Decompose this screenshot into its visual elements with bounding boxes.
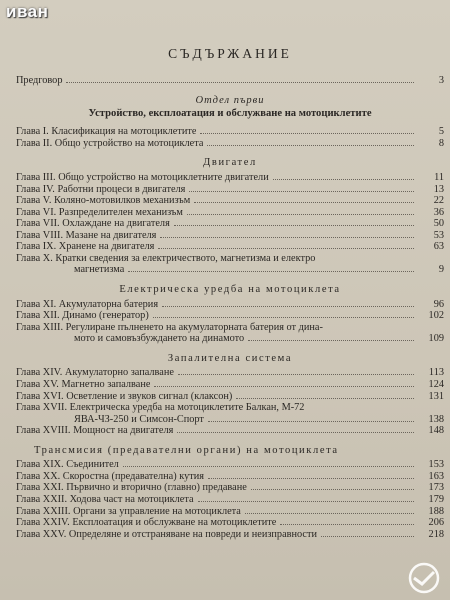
toc-entry: [16, 529, 444, 541]
toc-entry-label: Глава XXIV. Експлоатация и обслужване на мотоциклетите: [16, 517, 277, 529]
leader-dots: [189, 191, 414, 192]
toc-page-number: 102: [428, 310, 444, 322]
toc-entry: [16, 391, 444, 403]
toc-entry-label: Глава IX. Хранене на двигателя: [16, 241, 155, 253]
toc-entry: [16, 172, 444, 184]
toc-page-number: 173: [428, 482, 444, 494]
leader-dots: [158, 248, 414, 249]
toc-entry-label: Предговор: [16, 75, 63, 87]
toc-page-number: 11: [434, 172, 444, 184]
toc-page-number: 109: [428, 333, 444, 345]
leader-dots: [251, 489, 414, 490]
section-heading-engine: Двигател: [203, 157, 257, 169]
leader-dots: [154, 386, 414, 387]
leader-dots: [177, 432, 414, 433]
leader-dots: [66, 82, 414, 83]
toc-entry: [16, 506, 444, 518]
toc-entry: [16, 126, 444, 138]
toc-entry-label: ЯВА-ЧЗ-250 и Симсон-Спорт: [74, 413, 204, 425]
part-heading: Отдел първи: [195, 94, 265, 106]
toc-page-number: 9: [438, 264, 444, 276]
toc-entry-label: Глава X. Кратки сведения за електричеството, магнетизма и електро: [16, 252, 316, 264]
toc-page-number: 131: [428, 390, 444, 402]
toc-group-5: [16, 459, 444, 540]
toc-group-4: [16, 367, 444, 436]
toc-entry: [16, 402, 444, 414]
toc-page-number: 218: [428, 528, 444, 540]
toc-entry: [16, 230, 444, 242]
leader-dots: [153, 317, 414, 318]
toc-page-number: 36: [433, 206, 444, 218]
toc-entry: [16, 253, 444, 265]
toc-entry: [16, 367, 444, 379]
leader-dots: [248, 340, 414, 341]
toc-page-number: 148: [428, 425, 444, 437]
toc-entry: [16, 241, 444, 253]
leader-dots: [207, 145, 414, 146]
leader-dots: [174, 225, 414, 226]
toc-page-number: 22: [433, 195, 444, 207]
toc-entry: [16, 517, 444, 529]
toc-entry-continuation: [16, 264, 444, 276]
toc-entry-label: Глава XXI. Първично и вторично (главно) предаване: [16, 482, 247, 494]
toc-entry-label: Глава XVII. Електрическа уредба на мотоциклетите Балкан, М-72: [16, 402, 305, 414]
toc-entry: [16, 138, 444, 150]
toc-page-number: 63: [433, 241, 444, 253]
toc-page-number: 8: [438, 137, 444, 149]
toc-entry: [16, 207, 444, 219]
toc-page-number: 179: [428, 494, 444, 505]
toc-entry-label: Глава VII. Охлаждане на двигателя: [16, 218, 170, 230]
toc-page-number: 124: [428, 379, 444, 390]
toc-entry: [16, 184, 444, 196]
toc-group-2: [16, 172, 444, 276]
leader-dots: [187, 214, 414, 215]
toc-entry: [16, 299, 444, 311]
part-subheading: Устройство, експлоатация и обслужване на мотоциклетите: [88, 108, 372, 120]
section-heading-ignition: Запалителна система: [167, 352, 293, 364]
toc-page-number: 53: [433, 229, 444, 241]
toc-entry-label: Глава VIII. Мазане на двигателя: [16, 229, 157, 241]
toc-entry-label: Глава XV. Магнетно запалване: [16, 379, 151, 390]
toc-entry-label: Глава V. Коляно-мотовилков механизъм: [16, 195, 191, 207]
leader-dots: [178, 374, 414, 375]
section-heading-transmission: Трансмисия (предавателни органи) на мотоциклета: [34, 444, 339, 456]
toc-entry-label: магнетизма: [74, 264, 125, 276]
leader-dots: [194, 202, 414, 203]
toc-entry-label: мото и самовъзбуждането на динамото: [74, 333, 245, 345]
page-title: СЪДЪРЖАНИЕ: [168, 46, 292, 61]
toc-entry: [16, 218, 444, 230]
section-heading-electric: Електрическа уредба на мотоциклета: [119, 283, 341, 295]
toc-page-number: 5: [438, 126, 444, 138]
toc-page-number: 3: [438, 75, 444, 87]
toc-page-number: 113: [428, 367, 444, 379]
leader-dots: [236, 398, 414, 399]
watermark-logo-icon: [402, 562, 446, 596]
leader-dots: [321, 536, 414, 537]
toc-entry: [16, 195, 444, 207]
toc-entry-label: Глава XI. Акумулаторна батерия: [16, 298, 159, 310]
toc-entry: [16, 322, 444, 334]
leader-dots: [208, 478, 414, 479]
toc-entry-label: Глава XVI. Осветление и звуков сигнал (клаксон): [16, 390, 233, 402]
table-of-contents: [16, 46, 444, 540]
toc-entry-label: Глава XXIII. Органи за управление на мотоциклета: [16, 505, 241, 517]
leader-dots: [273, 179, 414, 180]
toc-entry-label: Глава XIII. Регулиране пълненето на акумулаторната батерия от дина-: [16, 321, 323, 333]
toc-entry: [16, 471, 444, 483]
toc-entry-label: Глава II. Общо устройство на мотоциклета: [16, 137, 204, 149]
toc-entry-label: Глава XXV. Определяне и отстраняване на повреди и неизправности: [16, 528, 318, 540]
toc-entry: [16, 482, 444, 494]
toc-page-number: 13: [433, 183, 444, 195]
toc-page-number: 163: [428, 470, 444, 482]
toc-entry-label: Глава XVIII. Мощност на двигателя: [16, 425, 174, 437]
leader-dots: [198, 501, 414, 502]
toc-entry-label: Глава XIX. Съединител: [16, 459, 119, 471]
toc-preface: [16, 75, 444, 87]
toc-page-number: 206: [428, 517, 444, 529]
toc-group-3: [16, 299, 444, 345]
leader-dots: [160, 237, 414, 238]
toc-page-number: 153: [428, 459, 444, 471]
leader-dots: [128, 271, 414, 272]
leader-dots: [123, 466, 414, 467]
toc-entry-label: Глава VI. Разпределителен механизъм: [16, 206, 183, 218]
toc-page-number: 188: [428, 505, 444, 517]
toc-entry-continuation: [16, 414, 444, 426]
leader-dots: [208, 421, 414, 422]
leader-dots: [280, 524, 414, 525]
toc-entry: [16, 494, 444, 506]
toc-entry: [16, 310, 444, 322]
toc-entry-label: Глава XIV. Акумулаторно запалване: [16, 367, 174, 379]
toc-entry-label: Глава XXII. Ходова част на мотоциклета: [16, 494, 194, 505]
toc-entry: [16, 425, 444, 437]
toc-entry: [16, 459, 444, 471]
toc-group-1: [16, 126, 444, 149]
toc-page-number: 50: [433, 218, 444, 230]
toc-page-number: 138: [428, 413, 444, 425]
toc-entry-label: Глава I. Класификация на мотоциклетите: [16, 126, 197, 138]
toc-entry-label: Глава XX. Скоростна (предавателна) кутия: [16, 470, 204, 482]
toc-page-number: 96: [433, 298, 444, 310]
toc-entry-label: Глава XII. Динамо (генератор): [16, 310, 149, 322]
watermark-logo: иван: [6, 2, 49, 21]
leader-dots: [162, 306, 414, 307]
toc-entry-label: Глава IV. Работни процеси в двигателя: [16, 183, 186, 195]
toc-entry-continuation: [16, 333, 444, 345]
leader-dots: [200, 133, 414, 134]
leader-dots: [245, 513, 414, 514]
toc-entry: [16, 379, 444, 391]
toc-entry-label: Глава III. Общо устройство на мотоциклетните двигатели: [16, 172, 269, 184]
